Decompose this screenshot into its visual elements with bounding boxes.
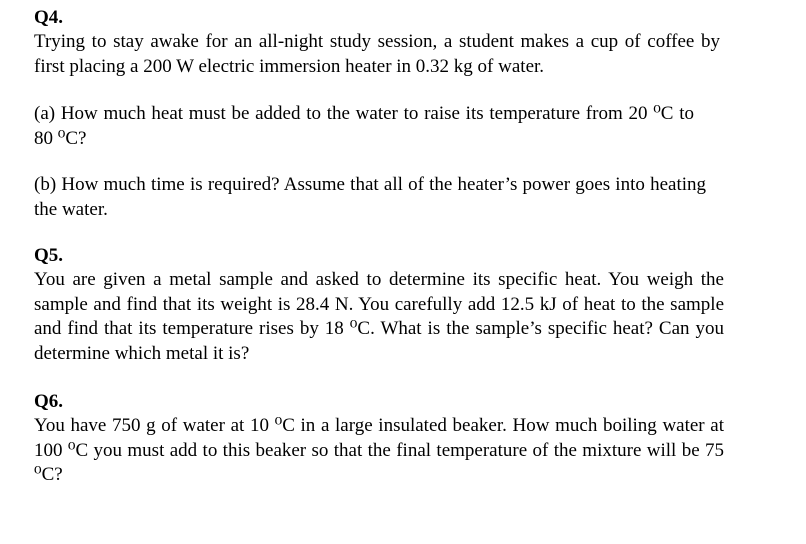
question-5 <box>34 244 724 366</box>
question-4-heading: Q4. <box>34 7 64 28</box>
question-5-heading: Q5. <box>34 245 64 266</box>
question-4 <box>34 6 724 220</box>
question-5-body: You are given a metal sample and asked to determine its specific heat. You weigh the sample and find that its weight is 28.4 N. You carefully add 12.5 kJ of heat to the sample and find that its temperature rises by 18 ⁰C. What is the sample’s specific heat? Can you determine which metal it is? <box>34 269 724 364</box>
question-4-part-b: (b) How much time is required? Assume that all of the heater’s power goes into heating the water. <box>34 174 706 220</box>
question-4-intro: Trying to stay awake for an all-night study session, a student makes a cup of coffee by first placing a 200 W electric immersion heater in 0.32 kg of water. <box>34 31 720 77</box>
question-6-body: You have 750 g of water at 10 ⁰C in a large insulated beaker. How much boiling water at 100 ⁰C you must add to this beaker so that the final temperature of the mixture will be 75 ⁰C? <box>34 415 724 485</box>
question-6-heading: Q6. <box>34 391 64 412</box>
question-4-part-a: (a) How much heat must be added to the water to raise its temperature from 20 ⁰C to 80 ⁰C? <box>34 103 694 149</box>
question-6 <box>34 390 724 488</box>
